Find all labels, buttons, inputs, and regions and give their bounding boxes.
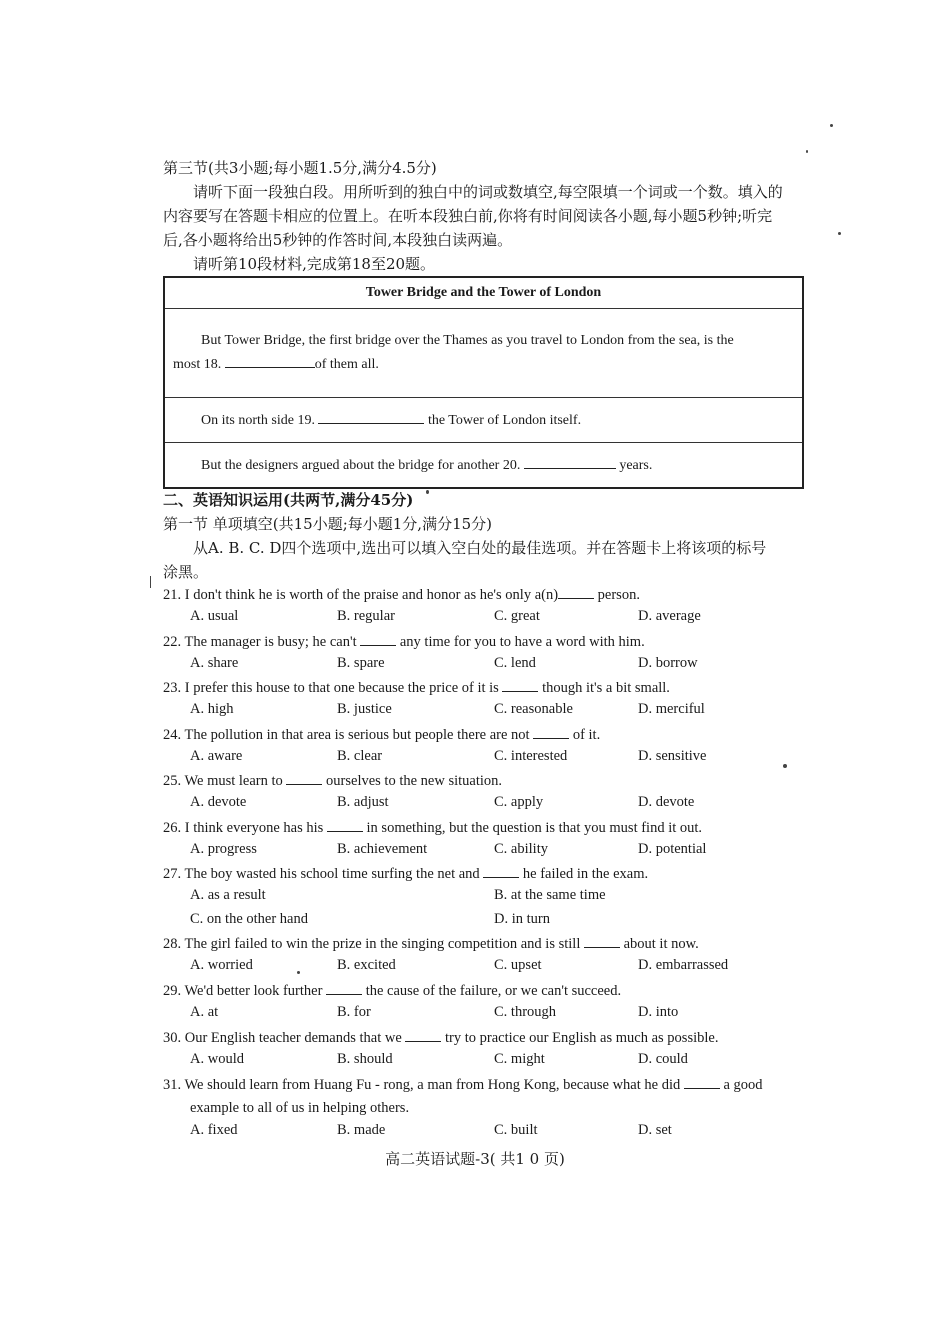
- option-a[interactable]: A. as a result: [190, 887, 266, 903]
- table-row-19: [164, 398, 803, 443]
- option-c[interactable]: C. on the other hand: [190, 911, 308, 927]
- options-21: [190, 608, 810, 628]
- option-d[interactable]: D. in turn: [494, 911, 550, 927]
- option-d[interactable]: D. sensitive: [638, 748, 707, 764]
- row-20-line: [173, 456, 794, 474]
- question-stem-end: he failed in the exam.: [522, 866, 649, 882]
- option-c[interactable]: C. upset: [494, 957, 542, 973]
- q20-post: years.: [619, 458, 653, 473]
- table-row-20: [164, 443, 803, 489]
- option-a[interactable]: A. share: [190, 655, 239, 671]
- question-stem: 26. I think everyone has his: [163, 820, 324, 836]
- q19-blank[interactable]: [318, 411, 424, 424]
- option-c[interactable]: C. built: [494, 1122, 538, 1138]
- scan-speck: [830, 124, 833, 127]
- option-a[interactable]: A. devote: [190, 794, 247, 810]
- options-27-row2: [190, 911, 810, 931]
- question-stem: 30. Our English teacher demands that we: [163, 1030, 402, 1046]
- option-b[interactable]: B. made: [337, 1122, 386, 1138]
- question-stem-end: person.: [597, 587, 640, 603]
- part2-heading: 二、英语知识运用(共两节,满分45分): [163, 491, 414, 509]
- part2-instruction-2: 涂黑。: [163, 563, 209, 581]
- option-b[interactable]: B. excited: [337, 957, 396, 973]
- option-b[interactable]: B. should: [337, 1051, 393, 1067]
- question-stem: 23. I prefer this house to that one because the price of it is: [163, 680, 499, 696]
- option-b[interactable]: B. regular: [337, 608, 395, 624]
- q20-label: But the designers argued about the bridge for another 20.: [201, 458, 521, 473]
- options-24: [190, 748, 810, 768]
- scan-speck: [426, 490, 429, 494]
- option-a[interactable]: A. aware: [190, 748, 243, 764]
- option-a[interactable]: A. worried: [190, 957, 253, 973]
- option-c[interactable]: C. great: [494, 608, 540, 624]
- answer-blank[interactable]: [483, 865, 519, 878]
- option-c[interactable]: C. interested: [494, 748, 568, 764]
- question-stem: 31. We should learn from Huang Fu - rong, a man from Hong Kong, because what he did: [163, 1077, 681, 1093]
- question-stem: 27. The boy wasted his school time surfing the net and: [163, 866, 480, 882]
- option-d[interactable]: D. merciful: [638, 701, 705, 717]
- q18-blank[interactable]: [225, 355, 315, 368]
- answer-blank[interactable]: [684, 1076, 720, 1089]
- page-footer: 高二英语试题-3( 共1 0 页): [385, 1150, 565, 1168]
- option-d[interactable]: D. potential: [638, 841, 707, 857]
- table-title: Tower Bridge and the Tower of London: [164, 277, 803, 309]
- question-25: [163, 771, 502, 791]
- question-stem: 22. The manager is busy; he can't: [163, 634, 357, 650]
- option-d[interactable]: D. borrow: [638, 655, 698, 671]
- option-d[interactable]: D. devote: [638, 794, 695, 810]
- option-b[interactable]: B. at the same time: [494, 887, 606, 903]
- question-stem: 28. The girl failed to win the prize in the singing competition and is still: [163, 936, 581, 952]
- listening-table: [163, 276, 804, 489]
- question-stem-end: though it's a bit small.: [542, 680, 670, 696]
- options-30: [190, 1051, 810, 1071]
- question-29: [163, 981, 621, 1001]
- option-b[interactable]: B. spare: [337, 655, 385, 671]
- q18-label: most 18.: [173, 357, 222, 372]
- option-b[interactable]: B. for: [337, 1004, 371, 1020]
- question-stem: 25. We must learn to: [163, 773, 283, 789]
- answer-blank[interactable]: [584, 935, 620, 948]
- question-stem: 29. We'd better look further: [163, 983, 323, 999]
- scan-speck: [783, 764, 787, 768]
- scan-speck: [838, 232, 841, 235]
- question-stem-end: of it.: [572, 727, 601, 743]
- question-stem-end: about it now.: [623, 936, 699, 952]
- question-28: [163, 934, 699, 954]
- section3-instruction-1: 请听下面一段独白段。用所听到的独白中的词或数填空,每空限填一个词或一个数。填入的: [193, 183, 783, 201]
- question-stem-end: try to practice our English as much as possible.: [445, 1030, 719, 1046]
- section3-instruction-2: 内容要写在答题卡相应的位置上。在听本段独白前,你将有时间阅读各小题,每小题5秒钟;听完: [163, 207, 773, 225]
- option-c[interactable]: C. ability: [494, 841, 548, 857]
- scan-speck: [150, 576, 151, 588]
- scan-speck: [806, 150, 808, 153]
- question-stem: 21. I don't think he is worth of the praise and honor as he's only a(n): [163, 587, 559, 603]
- option-a[interactable]: A. high: [190, 701, 234, 717]
- question-24: [163, 725, 600, 745]
- answer-blank[interactable]: [558, 586, 594, 599]
- question-31: [163, 1075, 763, 1095]
- question-31-continuation: example to all of us in helping others.: [190, 1100, 410, 1116]
- option-a[interactable]: A. progress: [190, 841, 257, 857]
- question-stem-end: ourselves to the new situation.: [326, 773, 503, 789]
- options-23: [190, 701, 810, 721]
- option-b[interactable]: B. justice: [337, 701, 392, 717]
- options-26: [190, 841, 810, 861]
- answer-blank[interactable]: [360, 633, 396, 646]
- options-25: [190, 794, 810, 814]
- row-18-line2: [173, 353, 794, 377]
- answer-blank[interactable]: [286, 772, 322, 785]
- scan-speck: [297, 971, 300, 974]
- option-a[interactable]: A. usual: [190, 608, 239, 624]
- option-a[interactable]: A. fixed: [190, 1122, 238, 1138]
- section3-heading: 第三节(共3小题;每小题1.5分,满分4.5分): [163, 159, 437, 177]
- section3-instruction-3: 后,各小题将给出5秒钟的作答时间,本段独白读两遍。: [163, 231, 513, 249]
- options-29: [190, 1004, 810, 1024]
- option-d[interactable]: D. could: [638, 1051, 688, 1067]
- option-a[interactable]: A. at: [190, 1004, 219, 1020]
- option-a[interactable]: A. would: [190, 1051, 244, 1067]
- part2-instruction-1: 从A. B. C. D四个选项中,选出可以填入空白处的最佳选项。并在答题卡上将该项的标号: [193, 539, 767, 557]
- q18-post: of them all.: [314, 357, 379, 372]
- option-c[interactable]: C. through: [494, 1004, 557, 1020]
- section3-instruction-4: 请听第10段材料,完成第18至20题。: [193, 255, 436, 273]
- row-19-line: [173, 411, 794, 429]
- question-26: [163, 818, 702, 838]
- option-d[interactable]: D. average: [638, 608, 701, 624]
- option-c[interactable]: C. might: [494, 1051, 545, 1067]
- option-c[interactable]: C. apply: [494, 794, 544, 810]
- option-d[interactable]: D. into: [638, 1004, 679, 1020]
- part2-section1-heading: 第一节 单项填空(共15小题;每小题1分,满分15分): [163, 515, 493, 533]
- question-30: [163, 1028, 718, 1048]
- table-row-18: [164, 309, 803, 398]
- option-b[interactable]: B. clear: [337, 748, 383, 764]
- option-b[interactable]: B. achievement: [337, 841, 428, 857]
- option-b[interactable]: B. adjust: [337, 794, 389, 810]
- question-23: [163, 678, 670, 698]
- options-28: [190, 957, 810, 977]
- option-c[interactable]: C. reasonable: [494, 701, 573, 717]
- q19-label: On its north side 19.: [201, 413, 315, 428]
- question-stem-end: in something, but the question is that you must find it out.: [366, 820, 703, 836]
- options-22: [190, 655, 810, 675]
- options-27-row1: [190, 887, 810, 907]
- answer-blank[interactable]: [502, 679, 538, 692]
- question-21: [163, 585, 640, 605]
- question-22: [163, 632, 645, 652]
- question-27: [163, 864, 648, 884]
- option-d[interactable]: D. embarrassed: [638, 957, 729, 973]
- question-stem-end: any time for you to have a word with him.: [399, 634, 645, 650]
- row-18-line1: But Tower Bridge, the first bridge over the Thames as you travel to London from the sea, is the: [201, 333, 734, 348]
- option-d[interactable]: D. set: [638, 1122, 672, 1138]
- answer-blank[interactable]: [327, 819, 363, 832]
- question-stem-end: the cause of the failure, or we can't succeed.: [365, 983, 622, 999]
- answer-blank[interactable]: [326, 982, 362, 995]
- q20-blank[interactable]: [524, 456, 616, 469]
- question-stem-end: a good: [723, 1077, 763, 1093]
- options-31: [190, 1122, 810, 1142]
- answer-blank[interactable]: [533, 726, 569, 739]
- question-stem: 24. The pollution in that area is serious but people there are not: [163, 727, 530, 743]
- q19-post: the Tower of London itself.: [427, 413, 582, 428]
- option-c[interactable]: C. lend: [494, 655, 536, 671]
- answer-blank[interactable]: [405, 1029, 441, 1042]
